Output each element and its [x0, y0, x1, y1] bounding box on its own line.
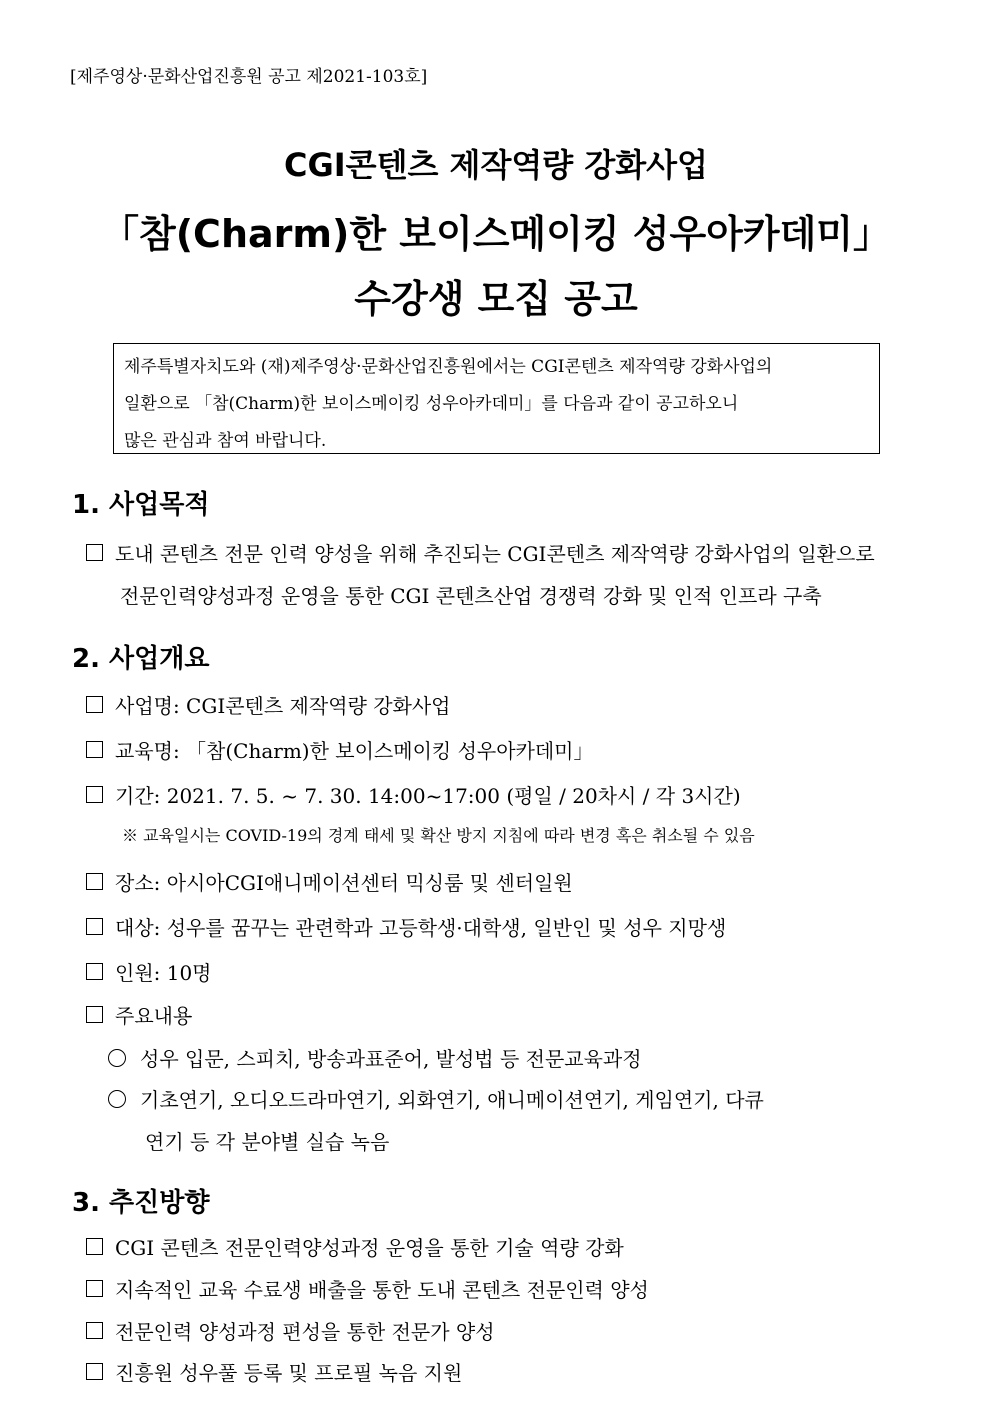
- content-1: 성우 입문, 스피치, 방송과표준어, 발성법 등 전문교육과정: [140, 1047, 642, 1071]
- title-line-1: CGI콘텐츠 제작역량 강화사업: [284, 146, 708, 184]
- headcount-item: [86, 957, 212, 986]
- place: 장소: 아시아CGI애니메이션센터 믹싱룸 및 센터일원: [115, 871, 573, 895]
- checkbox-square-icon: [86, 786, 103, 803]
- checkbox-square-icon: [86, 1238, 103, 1255]
- course-name: 교육명: 「참(Charm)한 보이스메이킹 성우아카데미」: [115, 739, 594, 763]
- title-line-3: 수강생 모집 공고: [354, 277, 638, 321]
- intro-box: [113, 343, 880, 454]
- intro-line-2: 일환으로 「참(Charm)한 보이스메이킹 성우아카데미」를 다음과 같이 공고하오니: [124, 394, 739, 414]
- target: 대상: 성우를 꿈꾸는 관련학과 고등학생·대학생, 일반인 및 성우 지망생: [115, 916, 727, 940]
- purpose-line-2: 전문인력양성과정 운영을 통한 CGI 콘텐츠산업 경쟁력 강화 및 인적 인프라 구축: [120, 584, 822, 608]
- direction-item-1: [86, 1232, 624, 1261]
- section-3-heading: 3. 추진방향: [72, 1188, 210, 1218]
- direction-item-3: [86, 1316, 495, 1345]
- direction-4: 진흥원 성우풀 등록 및 프로필 녹음 지원: [115, 1361, 463, 1385]
- checkbox-square-icon: [86, 741, 103, 758]
- direction-item-4: [86, 1357, 462, 1386]
- checkbox-square-icon: [86, 1363, 103, 1380]
- contents-label-item: [86, 1000, 192, 1029]
- intro-line-1: 제주특별자치도와 (재)제주영상·문화산업진흥원에서는 CGI콘텐츠 제작역량 강화사업의: [124, 357, 773, 377]
- content-2-line-1: 기초연기, 오디오드라마연기, 외화연기, 애니메이션연기, 게임연기, 다큐: [140, 1088, 764, 1112]
- checkbox-square-icon: [86, 1006, 103, 1023]
- checkbox-square-icon: [86, 544, 103, 561]
- section-1-heading: 1. 사업목적: [72, 490, 210, 520]
- direction-1: CGI 콘텐츠 전문인력양성과정 운영을 통한 기술 역량 강화: [115, 1236, 624, 1260]
- headcount: 인원: 10명: [115, 961, 212, 985]
- course-name-item: [86, 735, 594, 764]
- purpose-line-1: 도내 콘텐츠 전문 인력 양성을 위해 추진되는 CGI콘텐츠 제작역량 강화사업의 일환으로: [115, 542, 875, 566]
- checkbox-square-icon: [86, 873, 103, 890]
- place-item: [86, 867, 573, 896]
- title-line-2: 「참(Charm)한 보이스메이킹 성우아카데미」: [100, 212, 892, 256]
- notice-number: [제주영상·문화산업진흥원 공고 제2021-103호]: [70, 67, 428, 87]
- period-note: ※ 교육일시는 COVID-19의 경계 태세 및 확산 방지 지침에 따라 변경 혹은 취소될 수 있음: [122, 826, 755, 845]
- direction-2: 지속적인 교육 수료생 배출을 통한 도내 콘텐츠 전문인력 양성: [115, 1278, 649, 1302]
- period: 기간: 2021. 7. 5. ~ 7. 30. 14:00~17:00 (평일 / 20차시 / 각 3시간): [115, 784, 741, 808]
- intro-line-3: 많은 관심과 참여 바랍니다.: [124, 431, 327, 451]
- circle-bullet-icon: [108, 1090, 126, 1108]
- checkbox-square-icon: [86, 918, 103, 935]
- contents-label: 주요내용: [115, 1004, 193, 1028]
- project-name: 사업명: CGI콘텐츠 제작역량 강화사업: [115, 694, 451, 718]
- content-item-2: [108, 1084, 764, 1113]
- content-item-1: [108, 1043, 642, 1072]
- project-name-item: [86, 690, 450, 719]
- checkbox-square-icon: [86, 1280, 103, 1297]
- purpose-item: [86, 538, 875, 567]
- direction-3: 전문인력 양성과정 편성을 통한 전문가 양성: [115, 1320, 495, 1344]
- checkbox-square-icon: [86, 696, 103, 713]
- target-item: [86, 912, 726, 941]
- section-2-heading: 2. 사업개요: [72, 644, 210, 674]
- checkbox-square-icon: [86, 963, 103, 980]
- content-2-line-2: 연기 등 각 분야별 실습 녹음: [145, 1130, 390, 1154]
- circle-bullet-icon: [108, 1049, 126, 1067]
- checkbox-square-icon: [86, 1322, 103, 1339]
- period-item: [86, 780, 741, 809]
- direction-item-2: [86, 1274, 649, 1303]
